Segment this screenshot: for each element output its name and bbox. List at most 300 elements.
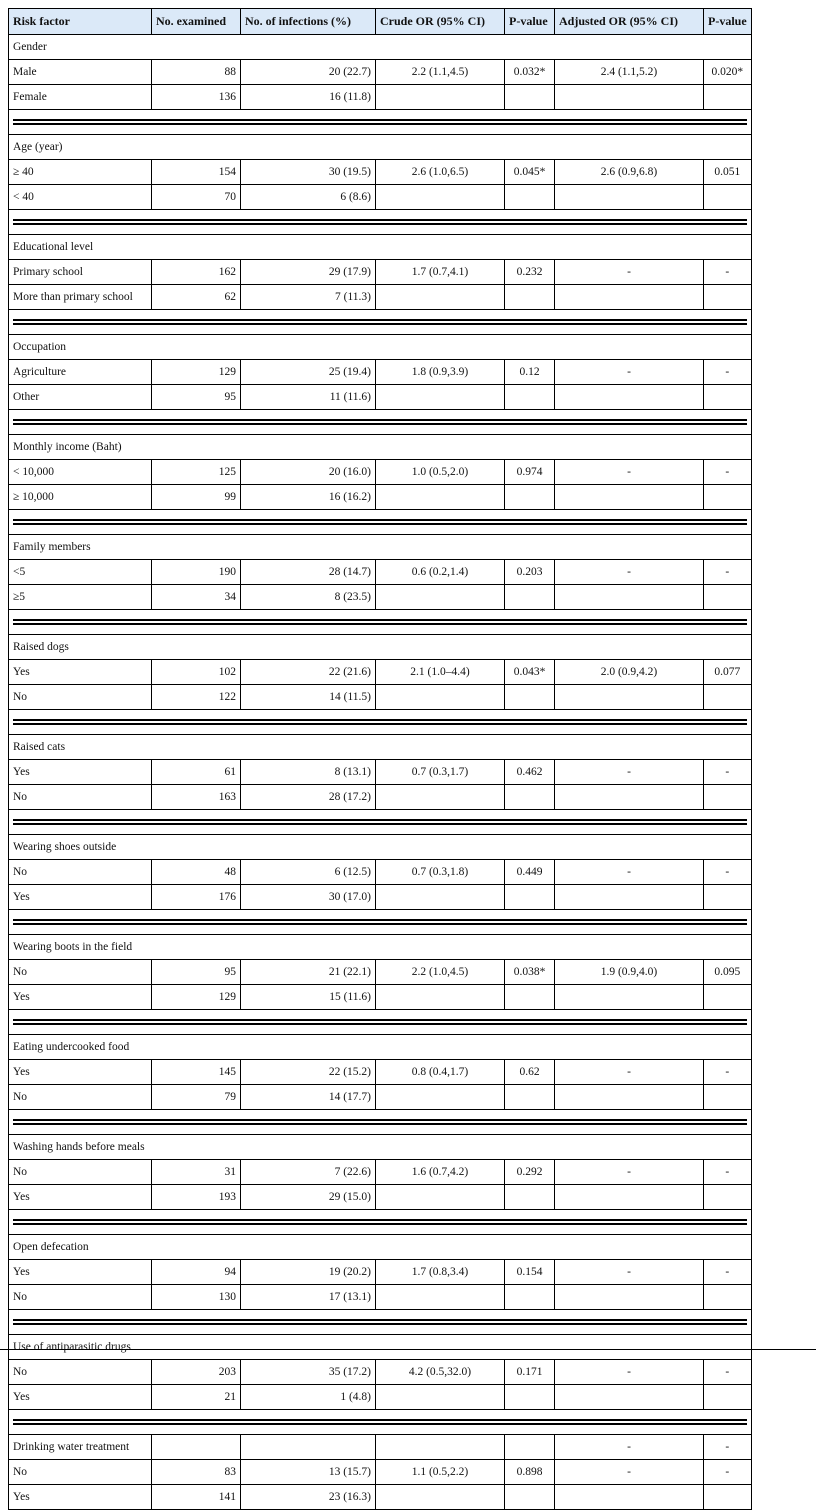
infections-cell: 29 (15.0) xyxy=(241,1185,376,1210)
level-label: No xyxy=(9,1085,152,1110)
examined-cell: 62 xyxy=(152,285,241,310)
p-value-cell: 0.171 xyxy=(505,1360,555,1385)
examined-cell: 129 xyxy=(152,985,241,1010)
infections-cell: 19 (20.2) xyxy=(241,1260,376,1285)
header-risk-factor: Risk factor xyxy=(9,9,152,35)
infections-cell: 28 (14.7) xyxy=(241,560,376,585)
examined-cell: 163 xyxy=(152,785,241,810)
adjusted-p-value-cell xyxy=(704,885,752,910)
examined-cell: 94 xyxy=(152,1260,241,1285)
examined-cell: 203 xyxy=(152,1360,241,1385)
infections-cell: 6 (12.5) xyxy=(241,860,376,885)
crude-or-cell xyxy=(376,1185,505,1210)
separator-cell xyxy=(9,1010,752,1035)
double-rule xyxy=(13,819,747,825)
infections-cell: 20 (22.7) xyxy=(241,60,376,85)
header-row xyxy=(9,9,752,35)
p-value-cell xyxy=(505,285,555,310)
category-label: Drinking water treatment xyxy=(9,1435,152,1460)
double-rule xyxy=(13,1319,747,1325)
infections-cell: 30 (17.0) xyxy=(241,885,376,910)
table-row xyxy=(9,660,752,685)
table-body xyxy=(9,35,752,1510)
level-label: ≥ 40 xyxy=(9,160,152,185)
table-container xyxy=(8,8,752,1510)
p-value-cell: 0.032* xyxy=(505,60,555,85)
table-row xyxy=(9,160,752,185)
level-label: Yes xyxy=(9,1060,152,1085)
crude-or-cell: 1.1 (0.5,2.2) xyxy=(376,1460,505,1485)
adjusted-or-cell: 1.9 (0.9,4.0) xyxy=(555,960,704,985)
table-row xyxy=(9,1285,752,1310)
separator-cell xyxy=(9,210,752,235)
level-label: No xyxy=(9,785,152,810)
double-rule xyxy=(13,619,747,625)
level-label: Yes xyxy=(9,760,152,785)
p-value-cell: 0.232 xyxy=(505,260,555,285)
adjusted-or-cell: - xyxy=(555,1160,704,1185)
infections-cell: 30 (19.5) xyxy=(241,160,376,185)
adjusted-or-cell xyxy=(555,985,704,1010)
table-row xyxy=(9,485,752,510)
adjusted-or-cell: - xyxy=(555,360,704,385)
double-rule xyxy=(13,719,747,725)
crude-or-cell xyxy=(376,485,505,510)
adjusted-p-value-cell: - xyxy=(704,860,752,885)
category-label: Eating undercooked food xyxy=(9,1035,752,1060)
table-row xyxy=(9,1485,752,1510)
adjusted-p-value-cell: - xyxy=(704,360,752,385)
section-separator xyxy=(9,510,752,535)
level-label: ≥ 10,000 xyxy=(9,485,152,510)
category-row xyxy=(9,1235,752,1260)
level-label: < 10,000 xyxy=(9,460,152,485)
examined-cell: 141 xyxy=(152,1485,241,1510)
adjusted-p-value-cell: - xyxy=(704,1060,752,1085)
double-rule xyxy=(13,1419,747,1425)
adjusted-or-cell: - xyxy=(555,460,704,485)
examined-cell: 95 xyxy=(152,960,241,985)
crude-or-cell xyxy=(376,685,505,710)
level-label: No xyxy=(9,1460,152,1485)
infections-cell: 20 (16.0) xyxy=(241,460,376,485)
adjusted-or-cell xyxy=(555,785,704,810)
examined-cell: 129 xyxy=(152,360,241,385)
section-separator xyxy=(9,1410,752,1435)
infections-cell: 7 (22.6) xyxy=(241,1160,376,1185)
infections-cell: 23 (16.3) xyxy=(241,1485,376,1510)
category-label: Washing hands before meals xyxy=(9,1135,752,1160)
p-value-cell xyxy=(505,585,555,610)
infections-cell: 17 (13.1) xyxy=(241,1285,376,1310)
crude-or-cell xyxy=(376,785,505,810)
table-row xyxy=(9,460,752,485)
p-value-cell: 0.203 xyxy=(505,560,555,585)
adjusted-p-value-cell: 0.051 xyxy=(704,160,752,185)
level-label: ≥5 xyxy=(9,585,152,610)
examined-cell: 61 xyxy=(152,760,241,785)
level-label: Yes xyxy=(9,1485,152,1510)
infections-cell: 11 (11.6) xyxy=(241,385,376,410)
p-value-cell xyxy=(505,685,555,710)
p-value-cell xyxy=(505,1085,555,1110)
table-row xyxy=(9,1360,752,1385)
infections-cell: 7 (11.3) xyxy=(241,285,376,310)
adjusted-p-value-cell xyxy=(704,1085,752,1110)
section-separator xyxy=(9,210,752,235)
adjusted-p-value-cell xyxy=(704,285,752,310)
infections-cell: 21 (22.1) xyxy=(241,960,376,985)
adjusted-p-value-cell: 0.020* xyxy=(704,60,752,85)
table-row xyxy=(9,585,752,610)
p-value-cell: 0.974 xyxy=(505,460,555,485)
category-label: Gender xyxy=(9,35,752,60)
table-row xyxy=(9,1460,752,1485)
p-value-cell: 0.154 xyxy=(505,1260,555,1285)
section-separator xyxy=(9,1110,752,1135)
adjusted-or-cell xyxy=(555,685,704,710)
examined-cell: 102 xyxy=(152,660,241,685)
double-rule xyxy=(13,1019,747,1025)
adjusted-or-cell: - xyxy=(555,1260,704,1285)
adjusted-p-value-cell: - xyxy=(704,260,752,285)
p-value-cell: 0.045* xyxy=(505,160,555,185)
crude-or-cell: 0.8 (0.4,1.7) xyxy=(376,1060,505,1085)
adjusted-p-value-cell xyxy=(704,385,752,410)
adjusted-or-cell xyxy=(555,1485,704,1510)
infections-cell: 15 (11.6) xyxy=(241,985,376,1010)
separator-cell xyxy=(9,1110,752,1135)
separator-cell xyxy=(9,1210,752,1235)
table-row xyxy=(9,285,752,310)
adjusted-or-cell: - xyxy=(555,260,704,285)
p-value-cell xyxy=(505,985,555,1010)
category-row xyxy=(9,235,752,260)
category-row xyxy=(9,535,752,560)
category-row xyxy=(9,1135,752,1160)
adjusted-or-cell xyxy=(555,1185,704,1210)
examined-cell: 95 xyxy=(152,385,241,410)
p-value-cell: 0.898 xyxy=(505,1460,555,1485)
category-label: Use of antiparasitic drugs xyxy=(9,1335,752,1360)
header-no-examined: No. examined xyxy=(152,9,241,35)
examined-cell: 162 xyxy=(152,260,241,285)
table-row xyxy=(9,1185,752,1210)
adjusted-or-cell xyxy=(555,1085,704,1110)
section-separator xyxy=(9,410,752,435)
level-label: <5 xyxy=(9,560,152,585)
level-label: No xyxy=(9,1360,152,1385)
category-row xyxy=(9,435,752,460)
level-label: < 40 xyxy=(9,185,152,210)
crude-or-cell xyxy=(376,885,505,910)
examined-cell: 145 xyxy=(152,1060,241,1085)
examined-cell: 122 xyxy=(152,685,241,710)
crude-or-cell xyxy=(376,585,505,610)
separator-cell xyxy=(9,110,752,135)
table-row xyxy=(9,760,752,785)
table-row xyxy=(9,560,752,585)
section-separator xyxy=(9,910,752,935)
table-row xyxy=(9,385,752,410)
adjusted-or-cell: - xyxy=(555,1360,704,1385)
examined-cell: 31 xyxy=(152,1160,241,1185)
section-separator xyxy=(9,1010,752,1035)
p-value-cell: 0.462 xyxy=(505,760,555,785)
examined-cell: 130 xyxy=(152,1285,241,1310)
infections-cell: 28 (17.2) xyxy=(241,785,376,810)
infections-cell: 22 (15.2) xyxy=(241,1060,376,1085)
crude-or-cell xyxy=(376,1435,505,1460)
crude-or-cell: 2.2 (1.0,4.5) xyxy=(376,960,505,985)
p-value-cell: 0.12 xyxy=(505,360,555,385)
examined-cell: 125 xyxy=(152,460,241,485)
table-row xyxy=(9,360,752,385)
infections-cell: 35 (17.2) xyxy=(241,1360,376,1385)
adjusted-or-cell xyxy=(555,485,704,510)
risk-factor-table xyxy=(8,8,752,1510)
examined-cell: 83 xyxy=(152,1460,241,1485)
adjusted-or-cell xyxy=(555,585,704,610)
examined-cell: 190 xyxy=(152,560,241,585)
adjusted-or-cell: - xyxy=(555,1435,704,1460)
table-row xyxy=(9,1085,752,1110)
examined-cell: 34 xyxy=(152,585,241,610)
adjusted-p-value-cell: 0.095 xyxy=(704,960,752,985)
adjusted-or-cell xyxy=(555,185,704,210)
p-value-cell xyxy=(505,1485,555,1510)
p-value-cell: 0.043* xyxy=(505,660,555,685)
adjusted-or-cell xyxy=(555,85,704,110)
adjusted-p-value-cell: - xyxy=(704,1260,752,1285)
category-label: Occupation xyxy=(9,335,752,360)
table-row xyxy=(9,60,752,85)
examined-cell: 88 xyxy=(152,60,241,85)
level-label: More than primary school xyxy=(9,285,152,310)
p-value-cell xyxy=(505,785,555,810)
level-label: No xyxy=(9,685,152,710)
adjusted-p-value-cell: - xyxy=(704,1460,752,1485)
adjusted-or-cell xyxy=(555,1285,704,1310)
table-row xyxy=(9,1160,752,1185)
crude-or-cell xyxy=(376,1485,505,1510)
crude-or-cell xyxy=(376,185,505,210)
category-row xyxy=(9,635,752,660)
table-row xyxy=(9,1260,752,1285)
p-value-cell xyxy=(505,1185,555,1210)
level-label: Yes xyxy=(9,1385,152,1410)
infections-cell: 25 (19.4) xyxy=(241,360,376,385)
examined-cell: 48 xyxy=(152,860,241,885)
crude-or-cell: 2.1 (1.0–4.4) xyxy=(376,660,505,685)
p-value-cell xyxy=(505,1285,555,1310)
adjusted-p-value-cell: - xyxy=(704,1160,752,1185)
separator-cell xyxy=(9,310,752,335)
crude-or-cell xyxy=(376,85,505,110)
double-rule xyxy=(13,419,747,425)
adjusted-or-cell xyxy=(555,385,704,410)
section-separator xyxy=(9,110,752,135)
category-label: Educational level xyxy=(9,235,752,260)
p-value-cell xyxy=(505,885,555,910)
p-value-cell: 0.038* xyxy=(505,960,555,985)
adjusted-p-value-cell xyxy=(704,585,752,610)
infections-cell: 8 (13.1) xyxy=(241,760,376,785)
category-row xyxy=(9,35,752,60)
separator-cell xyxy=(9,610,752,635)
table-row xyxy=(9,1060,752,1085)
level-label: Yes xyxy=(9,660,152,685)
crude-or-cell: 2.2 (1.1,4.5) xyxy=(376,60,505,85)
category-label: Raised dogs xyxy=(9,635,752,660)
adjusted-p-value-cell: - xyxy=(704,460,752,485)
p-value-cell: 0.62 xyxy=(505,1060,555,1085)
infections-cell: 1 (4.8) xyxy=(241,1385,376,1410)
double-rule xyxy=(13,919,747,925)
crude-or-cell: 0.7 (0.3,1.7) xyxy=(376,760,505,785)
infections-cell: 29 (17.9) xyxy=(241,260,376,285)
adjusted-p-value-cell xyxy=(704,85,752,110)
infections-cell: 8 (23.5) xyxy=(241,585,376,610)
crude-or-cell: 4.2 (0.5,32.0) xyxy=(376,1360,505,1385)
crude-or-cell: 1.8 (0.9,3.9) xyxy=(376,360,505,385)
level-label: Yes xyxy=(9,1260,152,1285)
adjusted-or-cell xyxy=(555,285,704,310)
header-crude-or: Crude OR (95% CI) xyxy=(376,9,505,35)
infections-cell: 13 (15.7) xyxy=(241,1460,376,1485)
p-value-cell xyxy=(505,85,555,110)
level-label: Yes xyxy=(9,985,152,1010)
adjusted-or-cell xyxy=(555,1385,704,1410)
bottom-rule xyxy=(0,1349,816,1350)
infections-cell: 6 (8.6) xyxy=(241,185,376,210)
adjusted-or-cell: - xyxy=(555,760,704,785)
infections-cell: 16 (11.8) xyxy=(241,85,376,110)
double-rule xyxy=(13,1119,747,1125)
crude-or-cell xyxy=(376,285,505,310)
table-row xyxy=(9,785,752,810)
crude-or-cell xyxy=(376,1085,505,1110)
table-row xyxy=(9,1385,752,1410)
double-rule xyxy=(13,319,747,325)
examined-cell: 70 xyxy=(152,185,241,210)
adjusted-or-cell: 2.0 (0.9,4.2) xyxy=(555,660,704,685)
adjusted-p-value-cell: - xyxy=(704,760,752,785)
adjusted-p-value-cell xyxy=(704,1285,752,1310)
level-label: Yes xyxy=(9,885,152,910)
adjusted-p-value-cell xyxy=(704,685,752,710)
level-label: No xyxy=(9,960,152,985)
double-rule xyxy=(13,119,747,125)
crude-or-cell: 1.7 (0.8,3.4) xyxy=(376,1260,505,1285)
examined-cell: 136 xyxy=(152,85,241,110)
separator-cell xyxy=(9,1410,752,1435)
examined-cell: 176 xyxy=(152,885,241,910)
category-label: Family members xyxy=(9,535,752,560)
table-row xyxy=(9,685,752,710)
table-row xyxy=(9,185,752,210)
level-label: No xyxy=(9,1285,152,1310)
category-row xyxy=(9,835,752,860)
double-rule xyxy=(13,1219,747,1225)
p-value-cell: 0.292 xyxy=(505,1160,555,1185)
category-label: Age (year) xyxy=(9,135,752,160)
crude-or-cell: 0.6 (0.2,1.4) xyxy=(376,560,505,585)
p-value-cell xyxy=(505,185,555,210)
category-row xyxy=(9,935,752,960)
separator-cell xyxy=(9,1310,752,1335)
level-label: Male xyxy=(9,60,152,85)
table-row xyxy=(9,885,752,910)
section-separator xyxy=(9,810,752,835)
separator-cell xyxy=(9,410,752,435)
crude-or-cell: 1.6 (0.7,4.2) xyxy=(376,1160,505,1185)
examined-cell: 193 xyxy=(152,1185,241,1210)
infections-cell xyxy=(241,1435,376,1460)
p-value-cell xyxy=(505,385,555,410)
section-separator xyxy=(9,310,752,335)
category-label: Wearing boots in the field xyxy=(9,935,752,960)
adjusted-or-cell: 2.6 (0.9,6.8) xyxy=(555,160,704,185)
level-label: Agriculture xyxy=(9,360,152,385)
table-row xyxy=(9,260,752,285)
table-row xyxy=(9,960,752,985)
adjusted-p-value-cell: - xyxy=(704,1360,752,1385)
examined-cell: 99 xyxy=(152,485,241,510)
crude-or-cell xyxy=(376,385,505,410)
category-row xyxy=(9,735,752,760)
examined-cell: 154 xyxy=(152,160,241,185)
adjusted-p-value-cell xyxy=(704,1185,752,1210)
crude-or-cell: 0.7 (0.3,1.8) xyxy=(376,860,505,885)
crude-or-cell: 2.6 (1.0,6.5) xyxy=(376,160,505,185)
adjusted-p-value-cell xyxy=(704,1385,752,1410)
adjusted-or-cell: 2.4 (1.1,5.2) xyxy=(555,60,704,85)
header-adjusted-or: Adjusted OR (95% CI) xyxy=(555,9,704,35)
crude-or-cell: 1.7 (0.7,4.1) xyxy=(376,260,505,285)
adjusted-p-value-cell xyxy=(704,785,752,810)
section-separator xyxy=(9,610,752,635)
separator-cell xyxy=(9,910,752,935)
adjusted-or-cell: - xyxy=(555,560,704,585)
adjusted-p-value-cell: 0.077 xyxy=(704,660,752,685)
section-separator xyxy=(9,1310,752,1335)
section-separator xyxy=(9,710,752,735)
level-label: No xyxy=(9,860,152,885)
infections-cell: 16 (16.2) xyxy=(241,485,376,510)
header-adjusted-p-value: P-value xyxy=(704,9,752,35)
adjusted-p-value-cell: - xyxy=(704,1435,752,1460)
adjusted-or-cell: - xyxy=(555,1460,704,1485)
p-value-cell xyxy=(505,485,555,510)
crude-or-cell xyxy=(376,985,505,1010)
p-value-cell: 0.449 xyxy=(505,860,555,885)
level-label: No xyxy=(9,1160,152,1185)
table-row xyxy=(9,985,752,1010)
category-label: Wearing shoes outside xyxy=(9,835,752,860)
separator-cell xyxy=(9,710,752,735)
infections-cell: 22 (21.6) xyxy=(241,660,376,685)
level-label: Other xyxy=(9,385,152,410)
separator-cell xyxy=(9,510,752,535)
level-label: Yes xyxy=(9,1185,152,1210)
crude-or-cell xyxy=(376,1385,505,1410)
adjusted-p-value-cell xyxy=(704,985,752,1010)
adjusted-p-value-cell: - xyxy=(704,560,752,585)
examined-cell xyxy=(152,1435,241,1460)
p-value-cell xyxy=(505,1385,555,1410)
separator-cell xyxy=(9,810,752,835)
